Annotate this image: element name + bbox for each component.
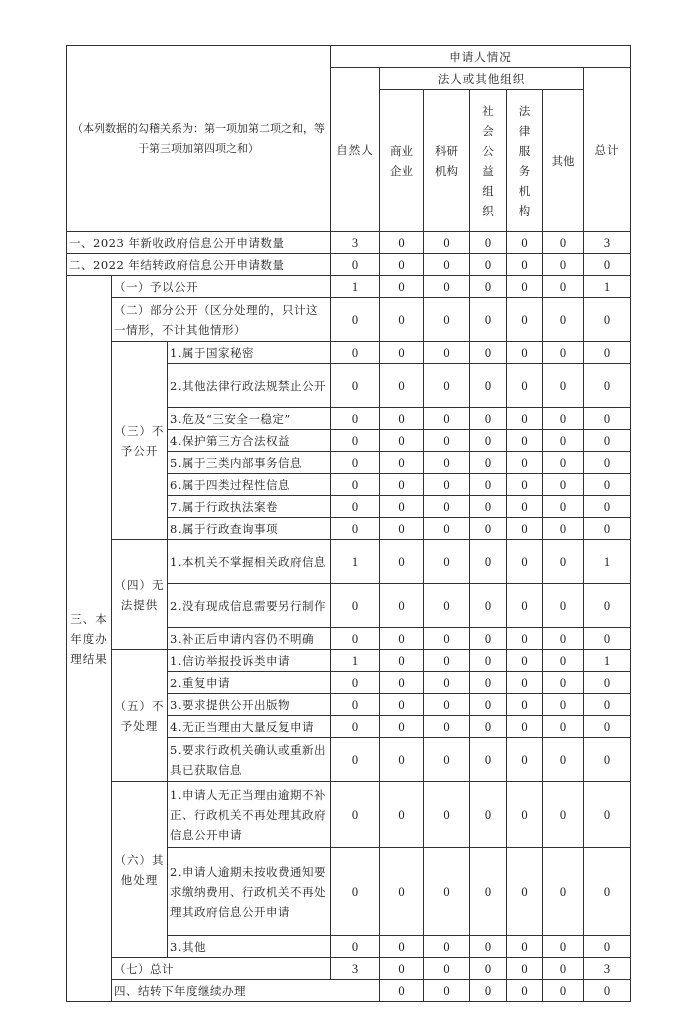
cell-value: 0: [424, 342, 470, 364]
cell-value: 0: [507, 408, 543, 430]
row-label: 1.申请人无正当理由逾期不补正、行政机关不再处理其政府信息公开申请: [168, 782, 331, 848]
cell-value: 3: [584, 232, 631, 254]
disclosure-table: [66, 45, 631, 1002]
cell-value: 0: [331, 342, 380, 364]
cell-value: 0: [507, 496, 543, 518]
cell-value: 1: [331, 276, 380, 298]
cell-value: 0: [584, 738, 631, 782]
cell-value: 0: [331, 496, 380, 518]
row-label: 1.信访举报投诉类申请: [168, 650, 331, 672]
cell-value: 0: [331, 452, 380, 474]
cell-value: 0: [331, 628, 380, 650]
cell-value: 0: [380, 958, 424, 980]
cell-value: 0: [380, 408, 424, 430]
cell-value: 0: [584, 342, 631, 364]
row-label: 4.无正当理由大量反复申请: [168, 716, 331, 738]
cell-value: 0: [507, 716, 543, 738]
cell-value: 0: [470, 782, 507, 848]
cell-value: 0: [543, 540, 584, 584]
cell-value: 0: [470, 650, 507, 672]
row-label: 5.属于三类内部事务信息: [168, 452, 331, 474]
cell-value: 0: [424, 452, 470, 474]
cell-value: 0: [470, 430, 507, 452]
cell-value: 0: [543, 518, 584, 540]
cell-value: 0: [424, 958, 470, 980]
cell-value: 0: [470, 716, 507, 738]
group-6-label: （六）其他处理: [112, 782, 168, 958]
cell-value: 0: [331, 936, 380, 958]
cell-value: 1: [584, 540, 631, 584]
cell-value: 0: [380, 716, 424, 738]
cell-value: 0: [331, 584, 380, 628]
cell-value: 0: [331, 848, 380, 936]
cell-value: 0: [543, 936, 584, 958]
row-label: （一）予以公开: [112, 276, 331, 298]
cell-value: 0: [380, 276, 424, 298]
cell-value: 0: [507, 628, 543, 650]
cell-value: 0: [543, 408, 584, 430]
cell-value: 0: [470, 254, 507, 276]
cell-value: 0: [584, 628, 631, 650]
header-applicant: 申请人情况: [331, 46, 631, 68]
cell-value: 0: [507, 672, 543, 694]
header-other: 其他: [543, 90, 584, 232]
header-commercial: 商业企业: [380, 90, 424, 232]
cell-value: 0: [507, 738, 543, 782]
cell-value: 1: [584, 650, 631, 672]
cell-value: 0: [470, 364, 507, 408]
row-label: 二、2022 年结转政府信息公开申请数量: [67, 254, 331, 276]
cell-value: 0: [331, 254, 380, 276]
row-label: 4.保护第三方合法权益: [168, 430, 331, 452]
cell-value: 0: [543, 452, 584, 474]
cell-value: 0: [470, 232, 507, 254]
cell-value: 0: [424, 672, 470, 694]
cell-value: 0: [331, 694, 380, 716]
row-label: （七）总计: [112, 958, 331, 980]
cell-value: 0: [470, 738, 507, 782]
cell-value: 0: [424, 936, 470, 958]
cell-value: 0: [470, 628, 507, 650]
cell-value: 0: [507, 430, 543, 452]
cell-value: 0: [331, 738, 380, 782]
cell-value: 0: [543, 672, 584, 694]
cell-value: 0: [331, 716, 380, 738]
cell-value: 0: [507, 232, 543, 254]
cell-value: 0: [584, 694, 631, 716]
cell-value: 0: [584, 364, 631, 408]
cell-value: 0: [331, 298, 380, 342]
cell-value: 0: [584, 716, 631, 738]
row-label: 2.没有现成信息需要另行制作: [168, 584, 331, 628]
cell-value: 0: [380, 540, 424, 584]
cell-value: 0: [543, 254, 584, 276]
row-label: 3.补正后申请内容仍不明确: [168, 628, 331, 650]
cell-value: 0: [543, 782, 584, 848]
cell-value: 0: [380, 232, 424, 254]
cell-value: 0: [470, 694, 507, 716]
cell-value: 0: [331, 474, 380, 496]
cell-value: 0: [424, 782, 470, 848]
cell-value: 0: [470, 298, 507, 342]
cell-value: 0: [380, 452, 424, 474]
cell-value: 0: [507, 650, 543, 672]
cell-value: 0: [584, 518, 631, 540]
cell-value: 0: [470, 936, 507, 958]
cell-value: 0: [470, 518, 507, 540]
cell-value: 0: [584, 936, 631, 958]
cell-value: 0: [584, 848, 631, 936]
cell-value: 0: [331, 518, 380, 540]
cell-value: 0: [424, 738, 470, 782]
row-label: 2.重复申请: [168, 672, 331, 694]
cell-value: 0: [331, 364, 380, 408]
row-label: 四、结转下年度继续办理: [112, 980, 380, 1002]
cell-value: 0: [424, 980, 470, 1002]
row-label: 8.属于行政查询事项: [168, 518, 331, 540]
cell-value: 0: [543, 364, 584, 408]
cell-value: 0: [424, 430, 470, 452]
cell-value: 0: [331, 408, 380, 430]
group-4-label: （四）无法提供: [112, 540, 168, 650]
cell-value: 0: [424, 628, 470, 650]
cell-value: 0: [507, 782, 543, 848]
cell-value: 0: [470, 474, 507, 496]
header-total: 总计: [584, 68, 631, 232]
cell-value: 0: [507, 848, 543, 936]
header-law: 法律服务机构: [507, 90, 543, 232]
cell-value: 0: [543, 980, 584, 1002]
cell-value: 0: [470, 540, 507, 584]
cell-value: 0: [380, 298, 424, 342]
cell-value: 0: [470, 276, 507, 298]
cell-value: 0: [424, 232, 470, 254]
cell-value: 0: [507, 342, 543, 364]
cell-value: 0: [424, 254, 470, 276]
cell-value: 0: [584, 452, 631, 474]
cell-value: 0: [424, 848, 470, 936]
cell-value: 0: [424, 408, 470, 430]
cell-value: 0: [380, 848, 424, 936]
cell-value: 0: [543, 474, 584, 496]
row-label: 3.要求提供公开出版物: [168, 694, 331, 716]
cell-value: 0: [507, 518, 543, 540]
cell-value: 0: [380, 342, 424, 364]
row-label: 6.属于四类过程性信息: [168, 474, 331, 496]
cell-value: 0: [380, 672, 424, 694]
cell-value: 0: [507, 936, 543, 958]
cell-value: 0: [470, 584, 507, 628]
cell-value: 3: [331, 958, 380, 980]
cell-value: 0: [507, 474, 543, 496]
cell-value: 3: [331, 232, 380, 254]
cell-value: 0: [424, 540, 470, 584]
cell-value: 0: [543, 232, 584, 254]
cell-value: 0: [507, 276, 543, 298]
cell-value: 0: [380, 738, 424, 782]
header-natural: 自然人: [331, 68, 380, 232]
cell-value: 0: [424, 474, 470, 496]
cell-value: 0: [584, 496, 631, 518]
row-label: 7.属于行政执法案卷: [168, 496, 331, 518]
cell-value: 0: [331, 782, 380, 848]
cell-value: 0: [584, 782, 631, 848]
cell-value: 0: [331, 430, 380, 452]
cell-value: 0: [584, 254, 631, 276]
cell-value: 1: [584, 276, 631, 298]
cell-value: 0: [584, 584, 631, 628]
cell-value: 0: [507, 298, 543, 342]
cell-value: 0: [543, 276, 584, 298]
cell-value: 0: [380, 628, 424, 650]
cell-value: 0: [543, 496, 584, 518]
cell-value: 0: [380, 694, 424, 716]
group-3-label: （三）不予公开: [112, 342, 168, 540]
cell-value: 0: [470, 452, 507, 474]
cell-value: 0: [507, 694, 543, 716]
cell-value: 0: [424, 298, 470, 342]
cell-value: 0: [584, 408, 631, 430]
cell-value: 0: [584, 474, 631, 496]
cell-value: 0: [380, 254, 424, 276]
cell-value: 0: [584, 298, 631, 342]
cell-value: 0: [380, 650, 424, 672]
cell-value: 0: [507, 958, 543, 980]
row-label: 2.申请人逾期未按收费通知要求缴纳费用、行政机关不再处理其政府信息公开申请: [168, 848, 331, 936]
cell-value: 0: [507, 364, 543, 408]
cell-value: 0: [424, 584, 470, 628]
header-note: （本列数据的勾稽关系为：第一项加第二项之和，等于第三项加第四项之和）: [67, 46, 331, 232]
cell-value: 3: [584, 958, 631, 980]
cell-value: 0: [543, 958, 584, 980]
cell-value: 0: [380, 430, 424, 452]
row-label: 3.其他: [168, 936, 331, 958]
header-research: 科研机构: [424, 90, 470, 232]
cell-value: 0: [380, 518, 424, 540]
cell-value: 1: [331, 650, 380, 672]
group-5-label: （五）不予处理: [112, 650, 168, 782]
cell-value: 0: [424, 496, 470, 518]
cell-value: 0: [470, 848, 507, 936]
cell-value: 0: [424, 650, 470, 672]
header-social: 社会公益组织: [470, 90, 507, 232]
row-label: 3.危及“三安全一稳定”: [168, 408, 331, 430]
cell-value: 0: [543, 716, 584, 738]
cell-value: 0: [543, 342, 584, 364]
cell-value: 0: [507, 452, 543, 474]
section-3-label: 三、本年度办理结果: [67, 276, 112, 1002]
cell-value: 1: [331, 540, 380, 584]
cell-value: 0: [424, 364, 470, 408]
cell-value: 0: [507, 254, 543, 276]
cell-value: 0: [331, 672, 380, 694]
cell-value: 0: [543, 584, 584, 628]
cell-value: 0: [507, 980, 543, 1002]
cell-value: 0: [424, 694, 470, 716]
cell-value: 0: [584, 430, 631, 452]
cell-value: 0: [584, 980, 631, 1002]
cell-value: 0: [470, 958, 507, 980]
cell-value: 0: [507, 540, 543, 584]
cell-value: 0: [543, 650, 584, 672]
cell-value: 0: [470, 980, 507, 1002]
cell-value: 0: [380, 474, 424, 496]
cell-value: 0: [543, 738, 584, 782]
cell-value: 0: [543, 628, 584, 650]
cell-value: 0: [424, 518, 470, 540]
cell-value: 0: [470, 342, 507, 364]
cell-value: 0: [543, 848, 584, 936]
row-label: 1.本机关不掌握相关政府信息: [168, 540, 331, 584]
cell-value: 0: [380, 584, 424, 628]
row-label: （二）部分公开（区分处理的，只计这一情形，不计其他情形）: [112, 298, 331, 342]
cell-value: 0: [424, 716, 470, 738]
cell-value: 0: [424, 276, 470, 298]
cell-value: 0: [380, 364, 424, 408]
row-label: 2.其他法律行政法规禁止公开: [168, 364, 331, 408]
cell-value: 0: [470, 672, 507, 694]
cell-value: 0: [543, 694, 584, 716]
cell-value: 0: [543, 430, 584, 452]
cell-value: 0: [470, 408, 507, 430]
cell-value: 0: [380, 496, 424, 518]
row-label: 1.属于国家秘密: [168, 342, 331, 364]
row-label: 一、2023 年新收政府信息公开申请数量: [67, 232, 331, 254]
row-label: 5.要求行政机关确认或重新出具已获取信息: [168, 738, 331, 782]
cell-value: 0: [584, 672, 631, 694]
cell-value: 0: [380, 936, 424, 958]
cell-value: 0: [380, 782, 424, 848]
cell-value: 0: [470, 496, 507, 518]
cell-value: 0: [507, 584, 543, 628]
cell-value: 0: [543, 298, 584, 342]
header-legal: 法人或其他组织: [380, 68, 584, 90]
cell-value: 0: [380, 980, 424, 1002]
